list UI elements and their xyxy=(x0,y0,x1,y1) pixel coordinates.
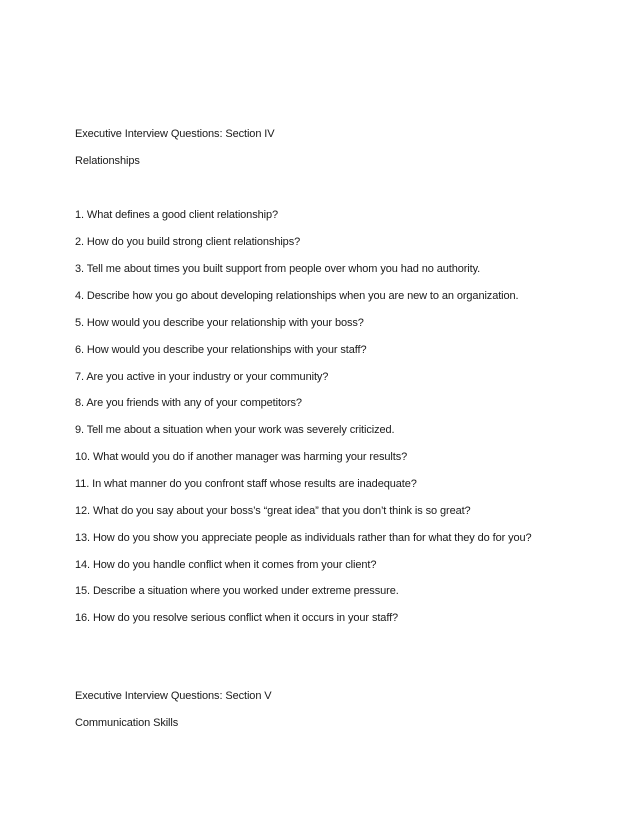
section-iv-subheading: Relationships xyxy=(75,155,140,167)
question-5: 5. How would you describe your relationship with your boss? xyxy=(75,317,364,329)
question-9: 9. Tell me about a situation when your work was severely criticized. xyxy=(75,424,395,436)
section-v-subheading: Communication Skills xyxy=(75,717,179,729)
question-2: 2. How do you build strong client relationships? xyxy=(75,236,301,248)
question-14: 14. How do you handle conflict when it comes from your client? xyxy=(75,559,377,571)
question-4: 4. Describe how you go about developing relationships when you are new to an organization. xyxy=(75,290,519,302)
question-7: 7. Are you active in your industry or your community? xyxy=(75,371,329,383)
question-3: 3. Tell me about times you built support from people over whom you had no authority. xyxy=(75,263,481,275)
section-v-heading: Executive Interview Questions: Section V xyxy=(75,690,272,702)
question-13: 13. How do you show you appreciate people as individuals rather than for what they do for you? xyxy=(75,532,532,544)
question-8: 8. Are you friends with any of your competitors? xyxy=(75,397,302,409)
question-11: 11. In what manner do you confront staff whose results are inadequate? xyxy=(75,478,417,490)
question-1: 1. What defines a good client relationship? xyxy=(75,209,278,221)
question-10: 10. What would you do if another manager was harming your results? xyxy=(75,451,408,463)
question-16: 16. How do you resolve serious conflict when it occurs in your staff? xyxy=(75,612,399,624)
section-iv-heading: Executive Interview Questions: Section IV xyxy=(75,128,275,140)
question-15: 15. Describe a situation where you worked under extreme pressure. xyxy=(75,585,399,597)
question-6: 6. How would you describe your relationships with your staff? xyxy=(75,344,367,356)
question-12: 12. What do you say about your boss’s “great idea” that you don’t think is so great? xyxy=(75,505,471,517)
